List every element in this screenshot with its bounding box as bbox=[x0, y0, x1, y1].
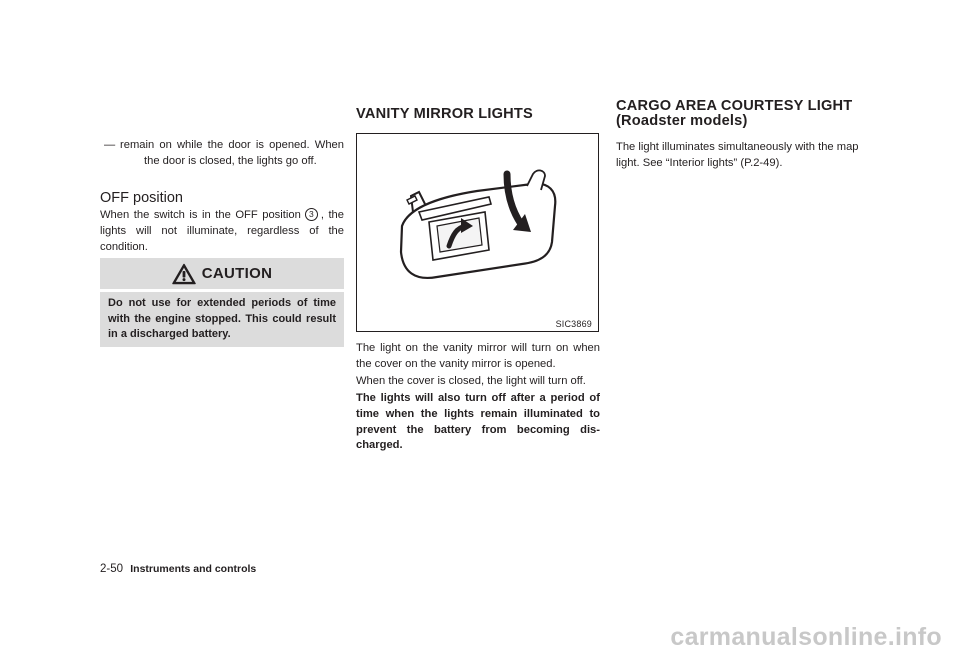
footer-section-name: Instruments and controls bbox=[130, 563, 257, 575]
warning-triangle-icon bbox=[172, 263, 196, 285]
dash-list-item bbox=[100, 138, 344, 169]
vanity-paragraph-1: The light on the vanity mirror will turn on when the cover on the vanity mirror is opened. bbox=[356, 342, 600, 370]
vanity-paragraph-2: When the cover is closed, the light will turn off. bbox=[356, 375, 586, 387]
page-footer bbox=[100, 563, 256, 575]
off-position-paragraph bbox=[100, 208, 344, 255]
callout-number-icon: 3 bbox=[305, 208, 318, 221]
vanity-mirror-lights-title: VANITY MIRROR LIGHTS bbox=[356, 106, 533, 122]
cargo-title-line1: CARGO AREA COURTESY LIGHT bbox=[616, 98, 853, 114]
cargo-area-paragraph: The light illuminates simultaneously with the map light. See “Interior lights” (P.2-49). bbox=[616, 141, 859, 169]
off-text-before: When the switch is in the OFF position bbox=[100, 209, 301, 221]
caution-text: Do not use for extended periods of time with the engine stopped. This could result in a discharged battery. bbox=[100, 292, 344, 347]
caution-label: CAUTION bbox=[201, 265, 273, 282]
off-position-heading: OFF position bbox=[100, 190, 183, 206]
dash-item-text: remain on while the door is opened. When the door is closed, the lights go off. bbox=[120, 139, 344, 167]
watermark: carmanualsonline.info bbox=[670, 623, 942, 651]
vanity-paragraph-3: The lights will also turn off after a period of time when the lights remain illuminated to prevent the battery from becoming dis-charged. bbox=[356, 392, 600, 452]
cargo-area-light-title bbox=[616, 99, 852, 130]
cargo-title-line2: (Roadster models) bbox=[616, 113, 748, 130]
caution-header bbox=[100, 258, 344, 289]
vanity-mirror-figure bbox=[356, 133, 599, 332]
page-number: 2-50 bbox=[100, 563, 124, 575]
sun-visor-illustration bbox=[357, 134, 598, 331]
figure-code: SIC3869 bbox=[555, 319, 592, 329]
dash-bullet: — bbox=[104, 139, 116, 151]
off-text-after: , the lights will not illuminate, regardless of the condition. bbox=[100, 209, 344, 253]
